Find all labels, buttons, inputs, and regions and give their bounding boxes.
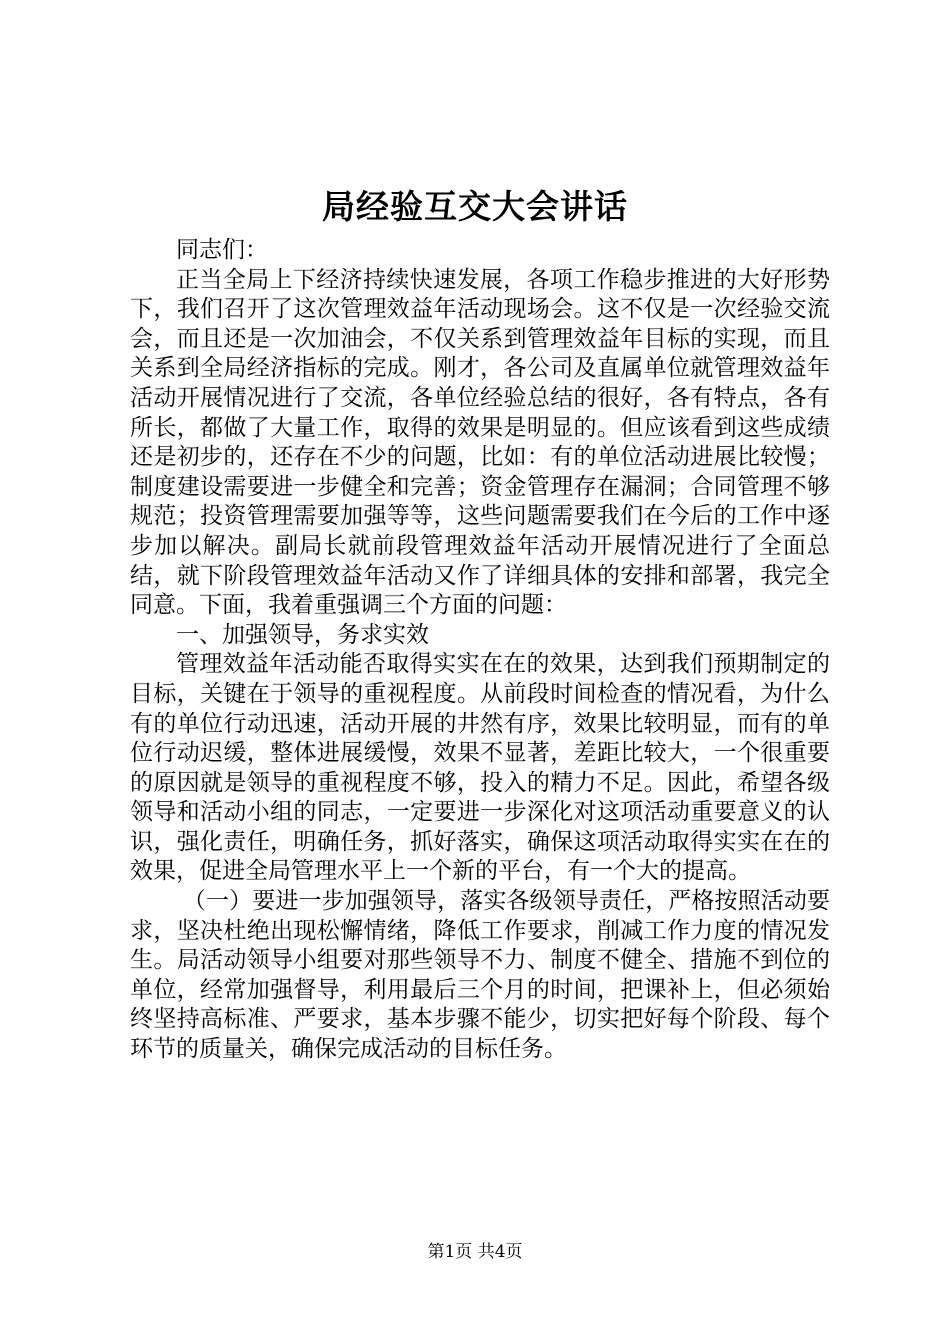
salutation: 同志们： xyxy=(176,237,268,263)
paragraph-subsection-1: （一）要进一步加强领导，落实各级领导责任，严格按照活动要求，坚决杜绝出现松懈情绪，降低工作要求，削减工作力度的情况发生。局活动领导小组要对那些领导不力、制度不健全、措施不到位的单位，经常加强督导，利用最后三个月的时间，把课补上，但必须始终坚持高标准、严要求，基本步骤不能少，切实把好每个阶段、每个环节的质量关，确保完成活动的目标任务。 xyxy=(130,888,830,1063)
page-number-footer: 第1页 共4页 xyxy=(427,1242,523,1262)
paragraph-intro: 正当全局上下经济持续快速发展，各项工作稳步推进的大好形势下，我们召开了这次管理效益年活动现场会。这不仅是一次经验交流会，而且还是一次加油会，不仅关系到管理效益年目标的实现，而且关系到全局经济指标的完成。刚才，各公司及直属单位就管理效益年活动开展情况进行了交流，各单位经验总结的很好，各有特点，各有所长，都做了大量工作，取得的效果是明显的。但应该看到这些成绩还是初步的，还存在不少的问题，比如：有的单位活动进展比较慢；制度建设需要进一步健全和完善；资金管理存在漏洞；合同管理不够规范；投资管理需要加强等等，这些问题需要我们在今后的工作中逐步加以解决。副局长就前段管理效益年活动开展情况进行了全面总结，就下阶段管理效益年活动又作了详细具体的安排和部署，我完全同意。下面，我着重强调三个方面的问题： xyxy=(130,266,830,619)
document-title: 局经验互交大会讲话 xyxy=(322,187,628,226)
paragraph-section-1: 管理效益年活动能否取得实实在在的效果，达到我们预期制定的目标，关键在于领导的重视程度。从前段时间检查的情况看，为什么有的单位行动迅速，活动开展的井然有序，效果比较明显，而有的单位行动迟缓，整体进展缓慢，效果不显著，差距比较大，一个很重要的原因就是领导的重视程度不够，投入的精力不足。因此，希望各级领导和活动小组的同志，一定要进一步深化对这项活动重要意义的认识，强化责任，明确任务，抓好落实，确保这项活动取得实实在在的效果，促进全局管理水平上一个新的平台，有一个大的提高。 xyxy=(130,651,830,885)
document-body xyxy=(130,236,830,1065)
section-heading-1: 一、加强领导，务求实效 xyxy=(176,621,429,648)
